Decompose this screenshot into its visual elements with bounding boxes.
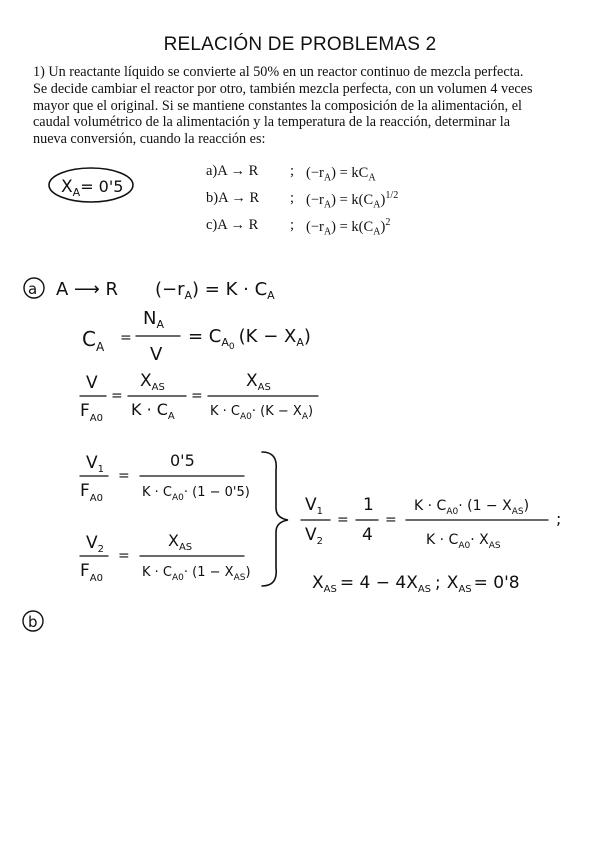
eq1-denominator: V [150,344,163,365]
statement-line: nueva conversión, cuando la reacción es: [33,131,266,148]
eq1-rhs: = $C_A0$ $(K - X_A)$ [188,326,311,352]
part-a-label: a [28,280,38,298]
statement-line: 1) Un reactante líquido se convierte al 50% en un reactor continuo de mezcla perfecta. [33,64,524,80]
result-line: $X_{AS} = 4 - 4X_{AS}$ ; $X_{AS} = 0'8$ [312,573,520,595]
eq1-lhs: $C_A$ [82,327,105,354]
ratio-frac-num: 1 [363,495,374,515]
ratio-den: $V_2$ [305,525,324,547]
page-title: RELACIÓN DE PROBLEMAS 2 [163,34,437,55]
case-label: c)A → R [206,217,259,233]
rate-expression: $(-r_A) = kC_A$ [306,164,376,184]
eq2-den-2: $K \cdot C_{A0}\cdot (K - X_A)$ [210,404,314,422]
case-label: b)A → R [206,190,260,206]
eq4-lhs-den: $F_{A0}$ [80,561,103,584]
ratio-rhs-num: $K \cdot C_{A0}\cdot (1 - X_{AS})$ [414,498,530,517]
case-label: a)A → R [206,163,259,179]
part-b-label: b [28,613,38,631]
eq2-den-1: $K \cdot C_A$ [131,400,175,422]
statement-line: caudal volumétrico de la alimentación y la temperatura de la reacción, determinar la [33,114,511,131]
case-separator: ; [290,163,295,179]
eq3-equals: = [118,468,130,484]
statement-line: mayor que el original. Si se mantiene constantes la composición de la alimentación, el [33,97,522,114]
eq4-den: $K \cdot C_{A0}\cdot (1 - X_{AS})$ [142,565,251,583]
rate-expression: $(-r_A) = k(C_A)^2$ [306,217,391,238]
statement-line: Se decide cambiar el reactor por otro, también mezcla perfecta, con un volumen 4 veces [33,80,533,97]
ratio-equals-1: = [337,512,349,528]
ratio-num: $V_1$ [305,495,324,517]
rate-expression: $(-r_A) = k(C_A)^{1/2}$ [306,190,399,211]
eq1-equals: = [120,330,132,346]
eq2-equals-1: = [111,388,123,404]
eq2-num-2: $X_{AS}$ [246,371,271,393]
ratio-equals-2: = [385,512,397,528]
ratio-frac-den: 4 [362,525,373,545]
eq2-lhs-den: $F_{A0}$ [80,401,103,424]
ratio-rhs-den: $K \cdot C_{A0}\cdot X_{AS}$ [426,532,501,551]
eq2-lhs-num: V [86,373,98,393]
eq4-num: $X_{AS}$ [168,531,193,553]
eq4-lhs-num: $V_2$ [86,533,105,555]
case-separator: ; [290,190,295,206]
ratio-semicolon: ; [556,509,562,528]
eq2-equals-2: = [191,388,203,404]
eq3-lhs-num: $V_1$ [86,453,105,475]
case-separator: ; [290,217,295,233]
given-value: $X_A= 0'5$ [61,177,124,199]
eq3-num: 0'5 [170,451,195,470]
eq2-num-1: $X_{AS}$ [140,371,165,393]
eq4-equals: = [118,548,130,564]
curly-brace [262,452,288,586]
eq3-lhs-den: $F_{A0}$ [80,481,103,504]
reaction-a: A ⟶ R [56,279,119,300]
eq1-numerator: $N_A$ [143,308,164,331]
eq3-den: $K \cdot C_{A0}\cdot (1 - 0'5)$ [142,485,250,503]
rate-law: $(-r_A) = K \cdot C_A$ [155,279,275,302]
